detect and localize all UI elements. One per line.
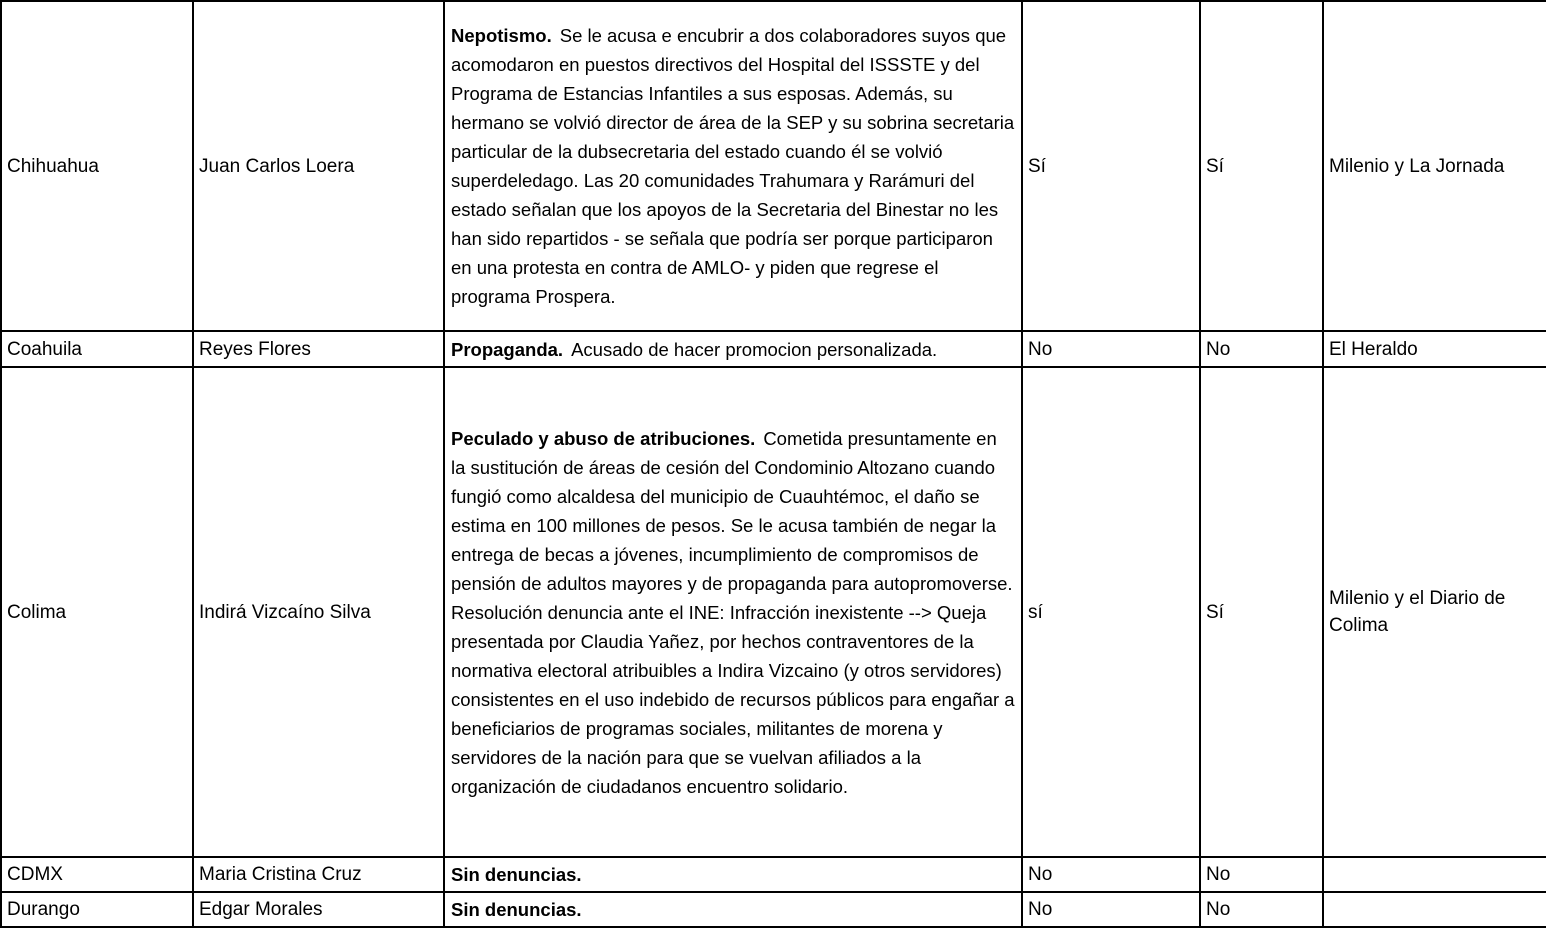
name-cell: Juan Carlos Loera — [193, 1, 444, 331]
accusation-cell — [444, 331, 1022, 367]
name-cell: Reyes Flores — [193, 331, 444, 367]
denuncia-flag-2-cell: Sí — [1200, 367, 1323, 857]
table-row — [1, 892, 1546, 927]
name-cell: Maria Cristina Cruz — [193, 857, 444, 892]
accusation-extra: Resolución denuncia ante el INE: Infracción inexistente --> Queja presentada por Claudia Yañez, por hechos contraventores de la normativa electoral atribuibles a Indira Vizcaino (y otros servidores) consistentes en el uso indebido de recursos públicos para engañar a beneficiarios de programas sociales, militantes de morena y servidores de la nación para que se vuelvan afiliados a la organización de ciudadanos encuentro solidario. — [451, 601, 1015, 797]
media-cell: Milenio y La Jornada — [1323, 1, 1546, 331]
name-cell: Edgar Morales — [193, 892, 444, 927]
denuncia-flag-2-cell: No — [1200, 892, 1323, 927]
state-cell: Colima — [1, 367, 193, 857]
media-cell — [1323, 892, 1546, 927]
denuncia-flag-1-cell: Sí — [1022, 1, 1200, 331]
accusation-cell — [444, 1, 1022, 331]
state-cell: Chihuahua — [1, 1, 193, 331]
state-cell: Durango — [1, 892, 193, 927]
denuncia-flag-2-cell: No — [1200, 857, 1323, 892]
accusation-title: Sin denuncias. — [451, 864, 582, 885]
state-cell: CDMX — [1, 857, 193, 892]
denuncia-flag-1-cell: No — [1022, 892, 1200, 927]
denuncia-flag-1-cell: No — [1022, 857, 1200, 892]
accusation-title: Nepotismo. — [451, 25, 552, 46]
state-cell: Coahuila — [1, 331, 193, 367]
name-cell: Indirá Vizcaíno Silva — [193, 367, 444, 857]
accusation-title: Peculado y abuso de atribuciones. — [451, 427, 756, 449]
denuncia-flag-2-cell: No — [1200, 331, 1323, 367]
table-row — [1, 331, 1546, 367]
accusation-text: Acusado de hacer promocion personalizada. — [571, 338, 938, 360]
accusation-cell — [444, 367, 1022, 857]
accusation-title: Propaganda. — [451, 338, 564, 360]
table-row — [1, 367, 1546, 857]
media-cell — [1323, 857, 1546, 892]
table-row — [1, 857, 1546, 892]
accusation-text: Se le acusa e encubrir a dos colaboradores suyos que acomodaron en puestos directivos del Hospital del ISSSTE y del Programa de Estancias Infantiles a sus esposas. Además, su hermano se volvió director de área de la SEP y su sobrina secretaria particular de la dubsecretaria del estado cuando él se volvió superdeledago. Las 20 comunidades Trahumara y Rarámuri del estado señalan que los apoyos de la Secretaria del Binestar no les han sido repartidos - se señala que podría ser porque participaron en una protesta en contra de AMLO- y piden que regrese el programa Prospera. — [451, 25, 1015, 307]
media-cell: Milenio y el Diario de Colima — [1323, 367, 1546, 857]
accusation-title: Sin denuncias. — [451, 899, 582, 920]
accusation-cell — [444, 857, 1022, 892]
denuncia-flag-1-cell: No — [1022, 331, 1200, 367]
accusation-cell — [444, 892, 1022, 927]
accusation-text: Cometida presuntamente en la sustitución de áreas de cesión del Condominio Altozano cuando fungió como alcaldesa del municipio de Cuauhtémoc, el daño se estima en 100 millones de pesos. Se le acusa también de negar la entrega de becas a jóvenes, incumplimiento de compromisos de pensión de adultos mayores y de propaganda para autopromoverse. — [451, 427, 1013, 594]
denuncia-flag-2-cell: Sí — [1200, 1, 1323, 331]
media-cell: El Heraldo — [1323, 331, 1546, 367]
table-row — [1, 1, 1546, 331]
denuncia-flag-1-cell: sí — [1022, 367, 1200, 857]
